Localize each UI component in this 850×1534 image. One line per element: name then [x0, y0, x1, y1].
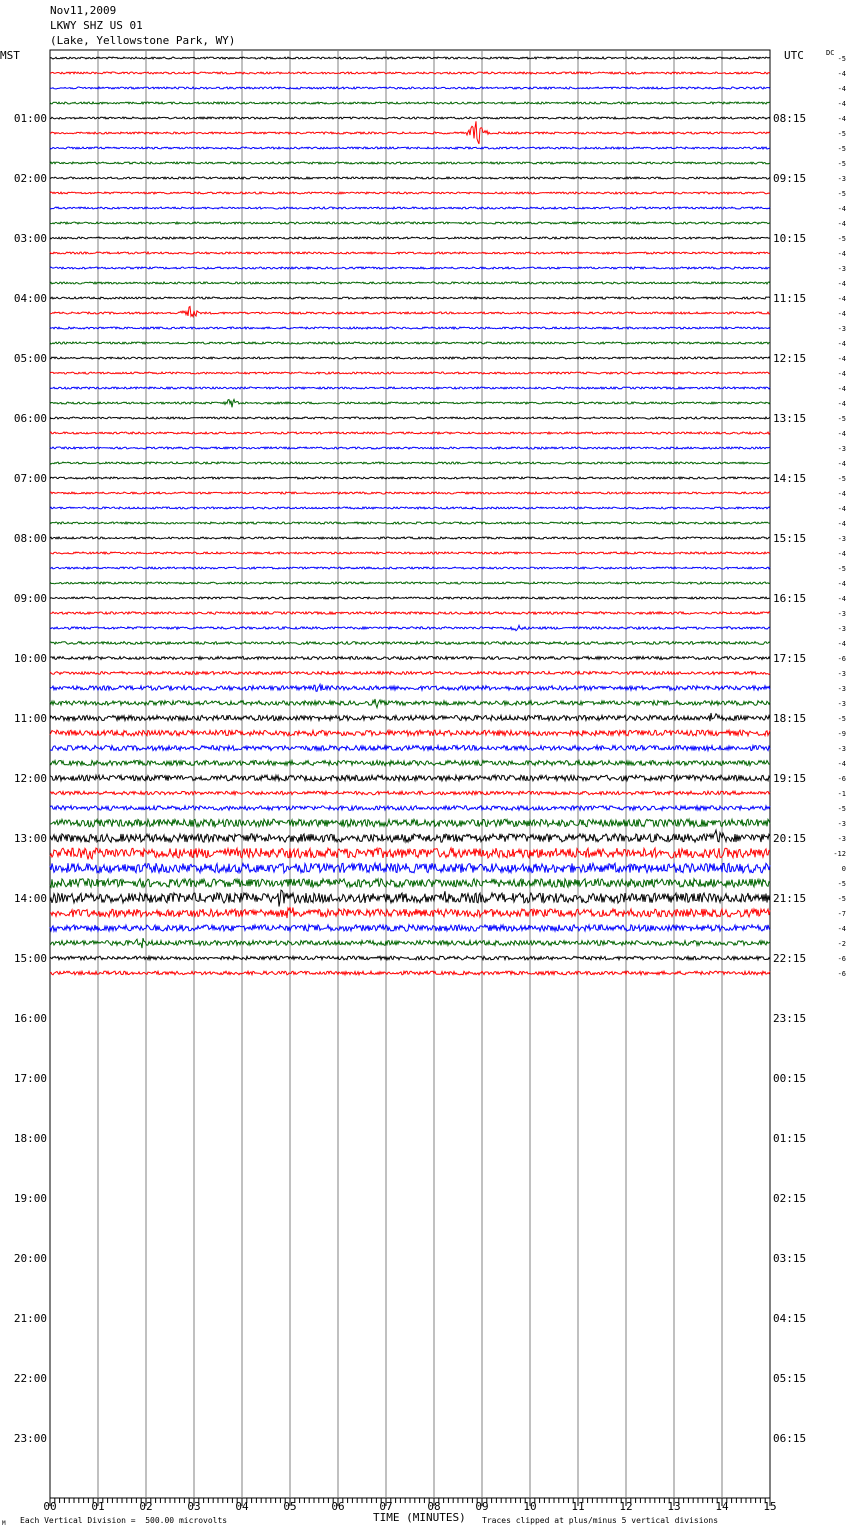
seismic-trace — [50, 657, 770, 660]
right-hour-label: 20:15 — [773, 832, 807, 845]
seismic-trace — [50, 297, 770, 299]
seismic-trace — [50, 492, 770, 494]
dc-offset: -7 — [837, 910, 846, 918]
left-hour-label: 01:00 — [13, 112, 47, 125]
dc-offset: -3 — [837, 610, 846, 618]
right-hour-label: 19:15 — [773, 772, 807, 785]
left-hour-label: 18:00 — [13, 1132, 47, 1145]
left-hour-label: 14:00 — [13, 892, 47, 905]
right-zone-label: UTC — [784, 49, 804, 62]
dc-offset: -3 — [837, 625, 846, 633]
dc-offset: -5 — [837, 160, 846, 168]
seismic-trace — [50, 761, 770, 766]
seismic-trace — [50, 387, 770, 389]
seismic-trace — [50, 342, 770, 344]
dc-offset: -5 — [837, 415, 846, 423]
dc-offset: -4 — [837, 760, 846, 768]
seismic-trace — [50, 612, 770, 614]
seismic-trace — [50, 597, 770, 599]
dc-offset: -4 — [837, 85, 846, 93]
right-hour-label: 14:15 — [773, 472, 807, 485]
dc-offset: -2 — [837, 940, 846, 948]
seismic-trace — [50, 684, 770, 691]
dc-offset: -5 — [837, 715, 846, 723]
dc-offset: -5 — [837, 880, 846, 888]
dc-offset: -3 — [837, 175, 846, 183]
right-hour-label: 22:15 — [773, 952, 807, 965]
x-tick-label: 09 — [475, 1500, 489, 1513]
seismic-trace — [50, 537, 770, 539]
dc-offset: -12 — [833, 850, 846, 858]
dc-offset: -4 — [837, 430, 846, 438]
seismic-trace — [50, 938, 770, 948]
seismic-trace — [50, 971, 770, 975]
right-hour-label: 12:15 — [773, 352, 807, 365]
dc-offset: -5 — [837, 565, 846, 573]
seismic-trace — [50, 267, 770, 269]
seismic-trace — [50, 522, 770, 524]
x-tick-label: 13 — [667, 1500, 681, 1513]
clip-note: Traces clipped at plus/minus 5 vertical divisions — [482, 1516, 719, 1525]
left-hour-label: 02:00 — [13, 172, 47, 185]
x-tick-label: 15 — [763, 1500, 777, 1513]
seismic-trace — [50, 730, 770, 736]
x-tick-label: 10 — [523, 1500, 537, 1513]
seismic-trace — [50, 806, 770, 810]
dc-offset: -4 — [837, 640, 846, 648]
corner-mark: M — [2, 1520, 6, 1527]
x-tick-label: 02 — [139, 1500, 153, 1513]
right-hour-label: 09:15 — [773, 172, 807, 185]
x-tick-label: 08 — [427, 1500, 441, 1513]
dc-offset: -6 — [837, 775, 846, 783]
left-hour-label: 20:00 — [13, 1252, 47, 1265]
dc-offset: -4 — [837, 520, 846, 528]
left-hour-label: 12:00 — [13, 772, 47, 785]
right-hour-label: 08:15 — [773, 112, 807, 125]
dc-offset: -4 — [837, 250, 846, 258]
seismic-trace — [50, 907, 770, 918]
dc-offset: -5 — [837, 475, 846, 483]
right-hour-label: 17:15 — [773, 652, 807, 665]
dc-offset: -3 — [837, 685, 846, 693]
left-hour-label: 04:00 — [13, 292, 47, 305]
dc-offset: -4 — [837, 925, 846, 933]
right-hour-label: 01:15 — [773, 1132, 807, 1145]
seismic-trace — [50, 699, 770, 708]
seismic-trace — [50, 357, 770, 359]
seismic-trace — [50, 672, 770, 675]
right-hour-label: 02:15 — [773, 1192, 807, 1205]
dc-offset: -4 — [837, 370, 846, 378]
right-hour-label: 23:15 — [773, 1012, 807, 1025]
dc-offset: -3 — [837, 265, 846, 273]
dc-offset: -4 — [837, 505, 846, 513]
dc-offset: -4 — [837, 70, 846, 78]
dc-offset: -4 — [837, 490, 846, 498]
dc-offset: -5 — [837, 145, 846, 153]
dc-offset: -6 — [837, 955, 846, 963]
seismic-trace — [50, 552, 770, 554]
dc-offset: -6 — [837, 970, 846, 978]
plot-frame — [50, 50, 770, 1498]
seismic-trace — [50, 567, 770, 569]
dc-offset: 0 — [841, 865, 846, 873]
seismic-trace — [50, 399, 770, 407]
left-hour-label: 05:00 — [13, 352, 47, 365]
dc-offset: -4 — [837, 280, 846, 288]
seismic-trace — [50, 222, 770, 224]
dc-offset: -3 — [837, 835, 846, 843]
seismic-trace — [50, 890, 770, 906]
dc-offset: -5 — [837, 55, 846, 63]
right-hour-label: 15:15 — [773, 532, 807, 545]
seismic-trace — [50, 791, 770, 795]
left-hour-label: 10:00 — [13, 652, 47, 665]
x-axis-label: TIME (MINUTES) — [373, 1511, 466, 1524]
x-tick-label: 04 — [235, 1500, 249, 1513]
seismic-trace — [50, 57, 770, 59]
seismic-trace — [50, 848, 770, 859]
x-tick-label: 03 — [187, 1500, 201, 1513]
seismic-trace — [50, 642, 770, 645]
seismic-trace — [50, 307, 770, 317]
left-hour-label: 03:00 — [13, 232, 47, 245]
seismic-trace — [50, 477, 770, 479]
left-hour-label: 07:00 — [13, 472, 47, 485]
right-hour-label: 10:15 — [773, 232, 807, 245]
dc-label: DC — [826, 49, 835, 57]
dc-offset: -5 — [837, 235, 846, 243]
left-hour-label: 21:00 — [13, 1312, 47, 1325]
seismic-trace — [50, 252, 770, 254]
dc-offset: -4 — [837, 115, 846, 123]
left-zone-label: MST — [0, 49, 20, 62]
seismic-trace — [50, 432, 770, 434]
dc-offset: -4 — [837, 595, 846, 603]
right-hour-label: 06:15 — [773, 1432, 807, 1445]
seismic-trace — [50, 417, 770, 419]
left-hour-label: 11:00 — [13, 712, 47, 725]
seismic-trace — [50, 121, 770, 144]
left-hour-label: 13:00 — [13, 832, 47, 845]
left-hour-label: 23:00 — [13, 1432, 47, 1445]
dc-offset: -4 — [837, 580, 846, 588]
seismic-trace — [50, 282, 770, 284]
x-tick-label: 06 — [331, 1500, 345, 1513]
dc-offset: -3 — [837, 445, 846, 453]
x-tick-label: 11 — [571, 1500, 585, 1513]
left-hour-label: 22:00 — [13, 1372, 47, 1385]
seismic-trace — [50, 775, 770, 781]
seismic-trace — [50, 507, 770, 509]
seismic-trace — [50, 925, 770, 931]
dc-offset: -4 — [837, 340, 846, 348]
dc-offset: -3 — [837, 670, 846, 678]
left-hour-label: 19:00 — [13, 1192, 47, 1205]
right-hour-label: 21:15 — [773, 892, 807, 905]
dc-offset: -4 — [837, 310, 846, 318]
seismic-trace — [50, 447, 770, 449]
seismic-trace — [50, 162, 770, 164]
seismic-trace — [50, 879, 770, 887]
left-hour-label: 17:00 — [13, 1072, 47, 1085]
dc-offset: -6 — [837, 655, 846, 663]
dc-offset: -5 — [837, 805, 846, 813]
seismic-trace — [50, 746, 770, 751]
dc-offset: -4 — [837, 295, 846, 303]
dc-offset: -3 — [837, 745, 846, 753]
x-tick-label: 14 — [715, 1500, 729, 1513]
seismic-trace — [50, 147, 770, 149]
seismic-trace — [50, 117, 770, 119]
dc-offset: -4 — [837, 460, 846, 468]
right-hour-label: 18:15 — [773, 712, 807, 725]
seismic-trace — [50, 207, 770, 209]
seismic-trace — [50, 625, 770, 630]
dc-offset: -5 — [837, 190, 846, 198]
seismic-trace — [50, 237, 770, 239]
seismic-trace — [50, 372, 770, 374]
seismic-trace — [50, 177, 770, 179]
dc-offset: -4 — [837, 400, 846, 408]
left-hour-label: 15:00 — [13, 952, 47, 965]
seismic-trace — [50, 192, 770, 194]
left-hour-label: 06:00 — [13, 412, 47, 425]
dc-offset: -4 — [837, 385, 846, 393]
seismic-trace — [50, 863, 770, 873]
dc-offset: -4 — [837, 100, 846, 108]
right-hour-label: 05:15 — [773, 1372, 807, 1385]
left-hour-label: 08:00 — [13, 532, 47, 545]
right-hour-label: 16:15 — [773, 592, 807, 605]
dc-offset: -5 — [837, 895, 846, 903]
seismic-trace — [50, 819, 770, 827]
seismic-trace — [50, 713, 770, 721]
x-tick-label: 01 — [91, 1500, 105, 1513]
scale-note: Each Vertical Division = 500.00 microvolts — [20, 1516, 228, 1525]
seismic-trace — [50, 327, 770, 329]
dc-offset: -3 — [837, 535, 846, 543]
dc-offset: -4 — [837, 355, 846, 363]
right-hour-label: 03:15 — [773, 1252, 807, 1265]
dc-offset: -3 — [837, 325, 846, 333]
seismic-trace — [50, 582, 770, 584]
dc-offset: -4 — [837, 205, 846, 213]
x-tick-label: 00 — [43, 1500, 57, 1513]
right-hour-label: 04:15 — [773, 1312, 807, 1325]
x-tick-label: 07 — [379, 1500, 393, 1513]
right-hour-label: 00:15 — [773, 1072, 807, 1085]
seismic-trace — [50, 956, 770, 960]
x-tick-label: 05 — [283, 1500, 297, 1513]
plot-date: Nov11,2009 — [50, 4, 117, 17]
seismic-trace — [50, 830, 770, 842]
seismic-trace — [50, 102, 770, 104]
dc-offset: -4 — [837, 550, 846, 558]
dc-offset: -4 — [837, 220, 846, 228]
x-tick-label: 12 — [619, 1500, 633, 1513]
dc-offset: -5 — [837, 130, 846, 138]
dc-offset: -9 — [837, 730, 846, 738]
dc-offset: -3 — [837, 700, 846, 708]
station-code: LKWY SHZ US 01 — [50, 19, 143, 32]
seismic-trace — [50, 87, 770, 89]
right-hour-label: 13:15 — [773, 412, 807, 425]
station-location: (Lake, Yellowstone Park, WY) — [50, 34, 236, 47]
seismic-trace — [50, 72, 770, 74]
right-hour-label: 11:15 — [773, 292, 807, 305]
dc-offset: -3 — [837, 820, 846, 828]
left-hour-label: 09:00 — [13, 592, 47, 605]
dc-offset: -1 — [837, 790, 846, 798]
left-hour-label: 16:00 — [13, 1012, 47, 1025]
seismic-trace — [50, 462, 770, 464]
